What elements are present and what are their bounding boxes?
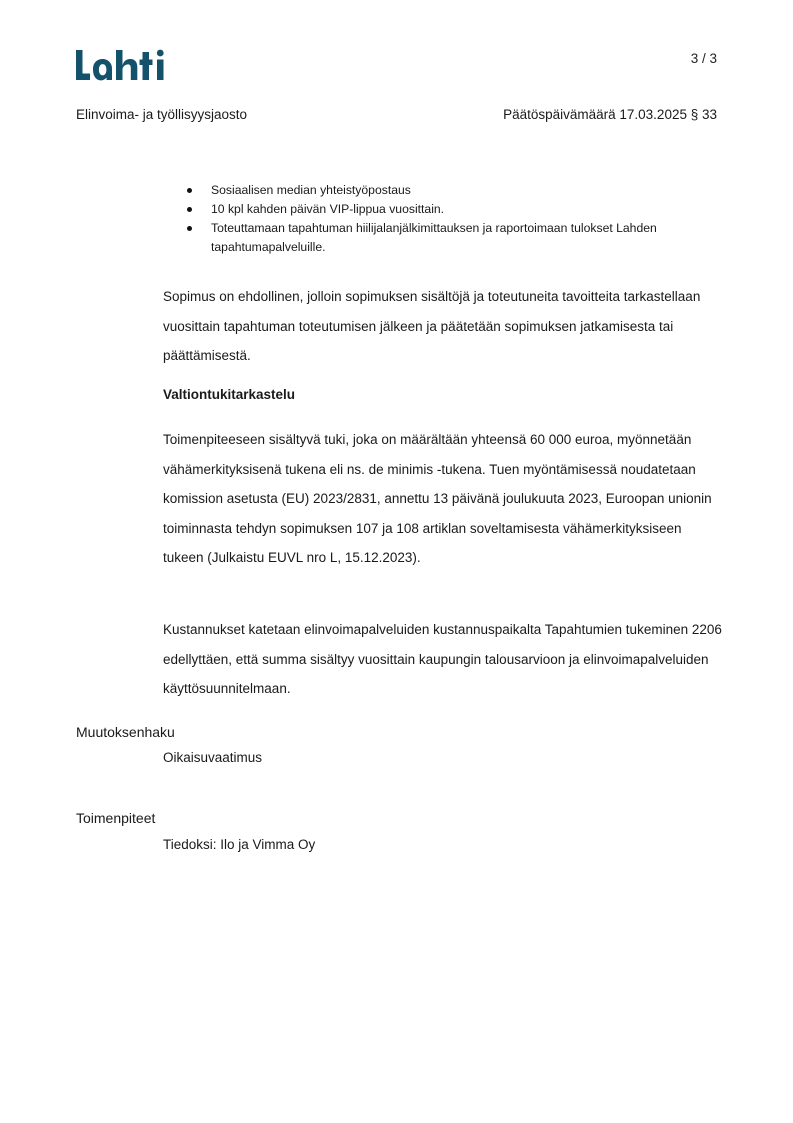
appeal-heading: Muutoksenhaku: [76, 724, 175, 740]
page-number: 3 / 3: [690, 51, 717, 66]
conditional-paragraph: Sopimus on ehdollinen, jolloin sopimuksen sisältöjä ja toteutuneita tavoitteita tarkastellaan vuosittain tapahtuman toteutumisen jälkeen ja päätetään sopimuksen jatkamisesta tai päättämisestä.: [163, 289, 701, 363]
list-item: [186, 181, 696, 200]
state-aid-paragraph: Toimenpiteeseen sisältyvä tuki, joka on määrältään yhteensä 60 000 euroa, myönnetään vähämerkityksisenä tukena eli ns. de minimis -tukena. Tuen myöntämisessä noudatetaan komission asetusta (EU) 2023/2831, annettu 13 päivänä joulukuuta 2023, Euroopan unionin toiminnasta tehdyn sopimuksen 107 ja 108 artiklan soveltamisesta vähämerkityksiseen tukeen (Julkaistu EUVL nro L, 15.12.2023).: [163, 432, 712, 565]
committee-name: Elinvoima- ja työllisyysjaosto: [76, 107, 248, 122]
appeal-value: Oikaisuvaatimus: [163, 750, 263, 765]
list-item: [186, 219, 696, 257]
benefits-list: [186, 181, 696, 257]
list-item-text: 10 kpl kahden päivän VIP-lippua vuosittain.: [211, 202, 445, 216]
lahti-logo: [76, 48, 168, 82]
bullet-icon: [187, 207, 192, 212]
bullet-icon: [187, 188, 192, 193]
decision-date: Päätöspäivämäärä 17.03.2025 § 33: [503, 107, 717, 122]
costs-paragraph: Kustannukset katetaan elinvoimapalveluiden kustannuspaikalta Tapahtumien tukeminen 2206 edellyttäen, että summa sisältyy vuosittain kaupungin talousarvioon ja elinvoimapalveluiden käyttösuunnitelmaan.: [163, 622, 722, 696]
bullet-icon: [187, 226, 192, 231]
list-item-text: Sosiaalisen median yhteistyöpostaus: [211, 183, 411, 197]
actions-value: Tiedoksi: Ilo ja Vimma Oy: [163, 837, 316, 852]
state-aid-heading: Valtiontukitarkastelu: [163, 387, 296, 402]
list-item-text: Toteuttamaan tapahtuman hiilijalanjälkimittauksen ja raportoimaan tulokset Lahden tapahtumapalveluille.: [211, 221, 657, 254]
list-item: [186, 200, 696, 219]
actions-heading: Toimenpiteet: [76, 810, 156, 826]
